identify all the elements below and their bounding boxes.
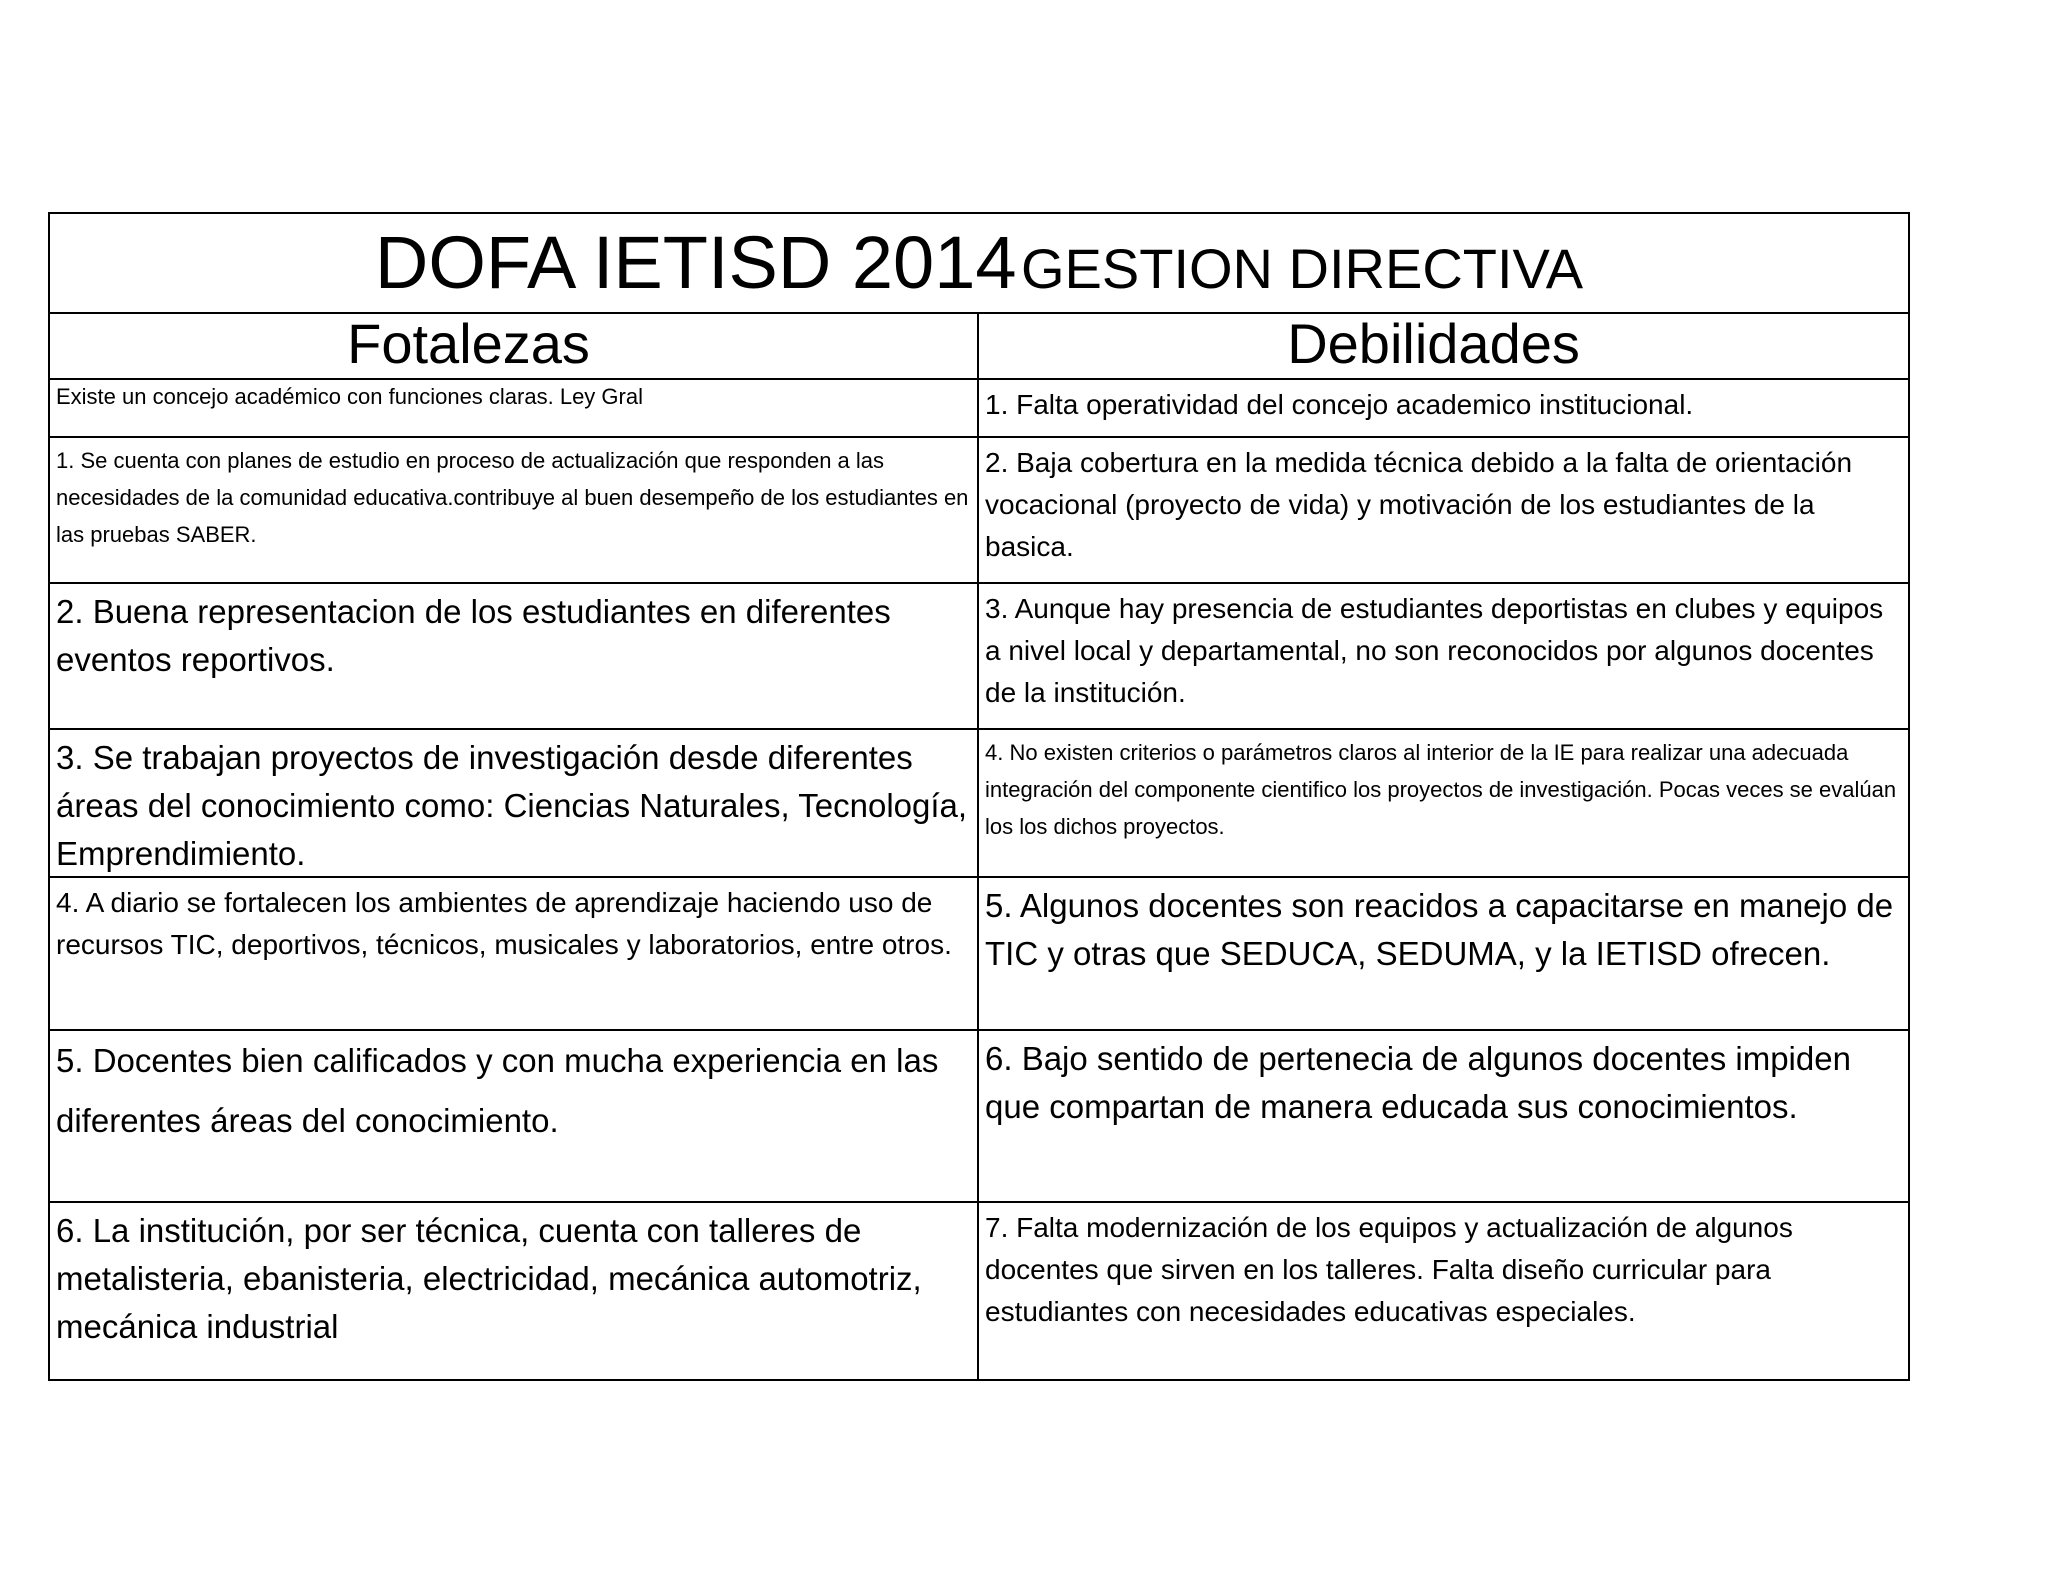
title-sub: GESTION DIRECTIVA: [1020, 237, 1584, 300]
table-row: [50, 730, 1908, 878]
table-row: [50, 878, 1908, 1031]
debilidad-cell: 3. Aunque hay presencia de estudiantes deportistas en clubes y equipos a nivel local y departamental, no son reconocidos por algunos docentes de la institución.: [985, 593, 1884, 708]
table-row: [50, 380, 1908, 438]
table-row: [50, 1031, 1908, 1203]
fortaleza-cell: 4. A diario se fortalecen los ambientes de aprendizaje haciendo uso de recursos TIC, deportivos, técnicos, musicales y laboratorios, entre otros.: [50, 878, 979, 1029]
header-debilidades: Debilidades: [1287, 314, 1580, 375]
title-main: DOFA IETISD 2014: [374, 221, 1017, 304]
fortaleza-cell: 1. Se cuenta con planes de estudio en proceso de actualización que responden a las necesidades de la comunidad educativa.contribuye al buen desempeño de los estudiantes en las pruebas SABER.: [50, 438, 979, 582]
fortaleza-cell: 6. La institución, por ser técnica, cuenta con talleres de metalisteria, ebanisteria, electricidad, mecánica automotriz, mecánica industrial: [50, 1203, 979, 1379]
debilidad-cell: 7. Falta modernización de los equipos y actualización de algunos docentes que sirven en los talleres. Falta diseño curricular para estudiantes con necesidades educativas especiales.: [985, 1212, 1793, 1327]
fortaleza-cell: Existe un concejo académico con funciones claras. Ley Gral: [50, 380, 979, 436]
table-row: [50, 438, 1908, 584]
fortaleza-cell: 5. Docentes bien calificados y con mucha experiencia en las diferentes áreas del conocimiento.: [50, 1031, 979, 1201]
table-title: [50, 214, 1908, 314]
debilidad-cell: 1. Falta operatividad del concejo academico institucional.: [985, 389, 1694, 420]
table-row: [50, 1203, 1908, 1379]
fortaleza-cell: 3. Se trabajan proyectos de investigación desde diferentes áreas del conocimiento como: Ciencias Naturales, Tecnología, Emprendimiento.: [50, 730, 979, 876]
header-row: [50, 314, 1908, 380]
debilidad-cell: 6. Bajo sentido de pertenecia de algunos docentes impiden que compartan de manera educada sus conocimientos.: [985, 1040, 1851, 1125]
debilidad-cell: 4. No existen criterios o parámetros claros al interior de la IE para realizar una adecuada integración del componente cientifico los proyectos de investigación. Pocas veces se evalúan los los dichos proyectos.: [985, 740, 1897, 839]
fortaleza-cell: 2. Buena representacion de los estudiantes en diferentes eventos reportivos.: [50, 584, 979, 728]
dofa-table: [48, 212, 1910, 1381]
header-fortalezas: Fotalezas: [50, 314, 979, 378]
debilidad-cell: 5. Algunos docentes son reacidos a capacitarse en manejo de TIC y otras que SEDUCA, SEDUMA, y la IETISD ofrecen.: [985, 887, 1894, 972]
table-row: [50, 584, 1908, 730]
debilidad-cell: 2. Baja cobertura en la medida técnica debido a la falta de orientación vocacional (proyecto de vida) y motivación de los estudiantes de la basica.: [985, 447, 1853, 562]
